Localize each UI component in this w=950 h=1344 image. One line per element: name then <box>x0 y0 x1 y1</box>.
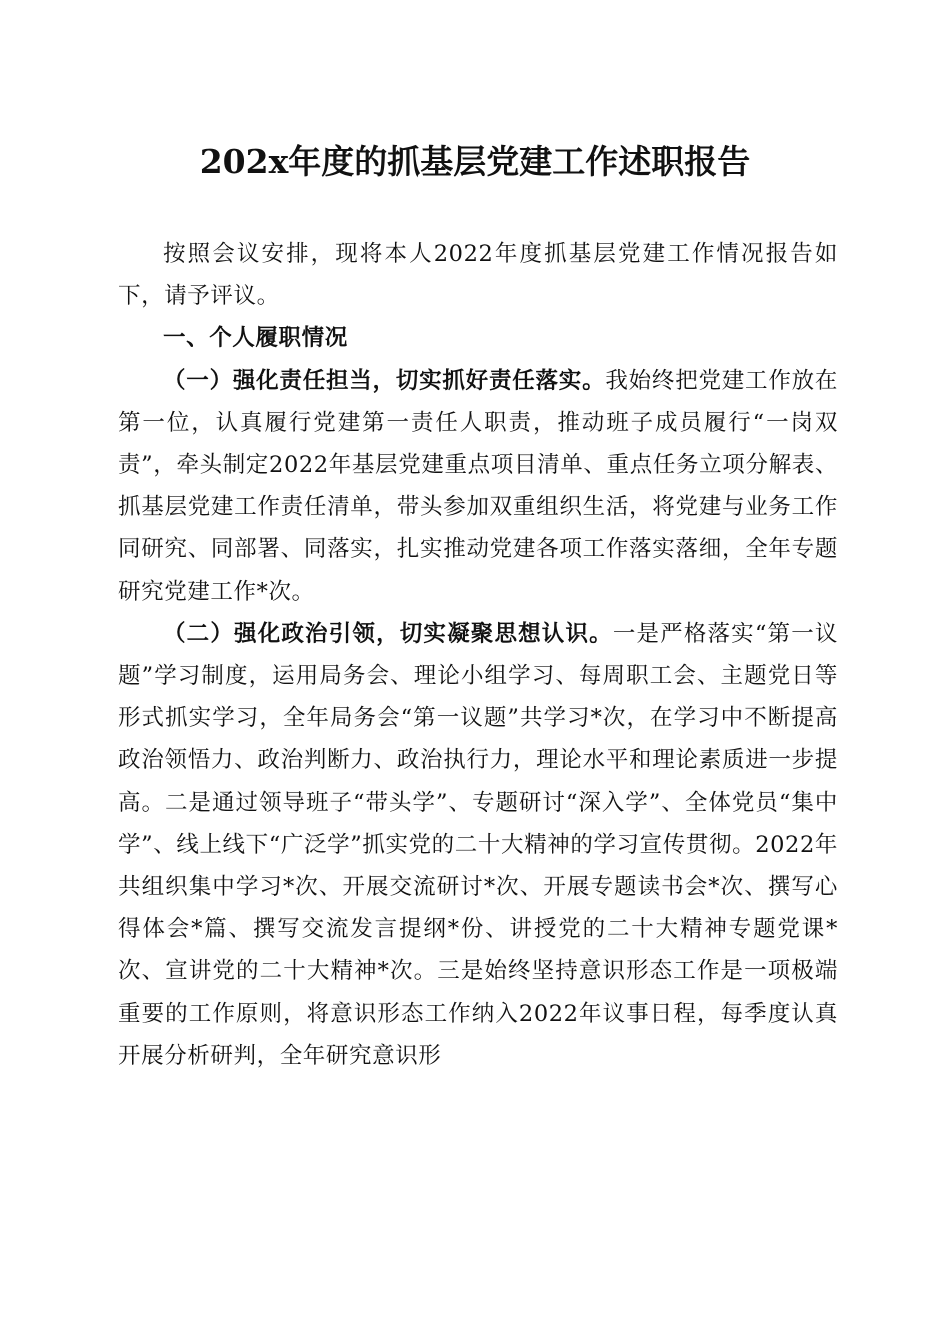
item-text-1: 我始终把党建工作放在第一位，认真履行党建第一责任人职责，推动班子成员履行“一岗双责”，牵头制定2022年基层党建重点项目清单、重点任务立项分解表、抓基层党建工作责任清单，带头参加双重组织生活，将党建与业务工作同研究、同部署、同落实，扎实推动党建各项工作落实落细，全年专题研究党建工作*次。 <box>118 367 838 605</box>
item-lead-2: （二）强化政治引领，切实凝聚思想认识。 <box>163 620 613 647</box>
item-text-2: 一是严格落实“第一议题”学习制度，运用局务会、理论小组学习、每周职工会、主题党日等形式抓实学习，全年局务会“第一议题”共学习*次，在学习中不断提高政治领悟力、政治判断力、政治执行力，理论水平和理论素质进一步提高。二是通过领导班子“带头学”、专题研讨“深入学”、全体党员“集中学”、线上线下“广泛学”抓实党的二十大精神的学习宣传贯彻。2022年共组织集中学习*次、开展交流研讨*次、开展专题读书会*次、撰写心得体会*篇、撰写交流发言提纲*份、讲授党的二十大精神专题党课*次、宣讲党的二十大精神*次。三是始终坚持意识形态工作是一项极端重要的工作原则，将意识形态工作纳入2022年议事日程，每季度认真开展分析研判，全年研究意识形 <box>118 620 838 1069</box>
intro-paragraph: 按照会议安排，现将本人2022年度抓基层党建工作情况报告如下，请予评议。 <box>118 241 838 310</box>
item-paragraph-2 <box>118 613 838 1077</box>
item-lead-1: （一）强化责任担当，切实抓好责任落实。 <box>163 367 606 394</box>
section-heading: 一、个人履职情况 <box>163 325 348 352</box>
document-title: 202x年度的抓基层党建工作述职报告 <box>199 142 751 181</box>
item-paragraph-1 <box>118 360 838 613</box>
document-body <box>118 233 838 1077</box>
